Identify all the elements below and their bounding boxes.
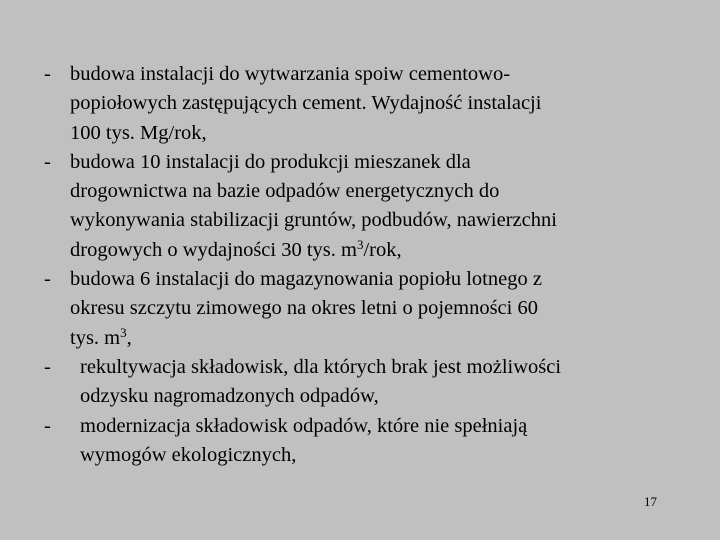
bullet-dash: - — [44, 355, 51, 378]
text-line: budowa 6 instalacji do magazynowania popiołu lotnego z — [70, 268, 542, 291]
text-line: rekultywacja składowisk, dla których brak jest możliwości — [80, 355, 562, 378]
list-item — [44, 412, 684, 471]
text-line — [70, 324, 684, 353]
text-line: wymogów ekologicznych, — [80, 443, 297, 466]
bullet-dash: - — [44, 63, 51, 85]
bullet-text — [44, 60, 684, 148]
text-line: okresu szczytu zimowego na okres letni o pojemności 60 — [70, 297, 538, 320]
text-run: tys. m — [70, 326, 121, 349]
bullet-dash: - — [44, 268, 51, 291]
text-run: , — [126, 326, 132, 349]
list-item — [44, 148, 684, 265]
text-line: budowa instalacji do wytwarzania spoiw cementowo- — [70, 63, 511, 85]
text-run: /rok, — [363, 238, 402, 261]
text-run: drogowych o wydajności 30 tys. m — [70, 238, 357, 261]
bullet-text — [44, 265, 684, 353]
text-line — [70, 236, 684, 265]
text-line: drogownictwa na bazie odpadów energetycznych do — [70, 180, 500, 203]
bullet-text — [44, 412, 684, 471]
text-line: wykonywania stabilizacji gruntów, podbudów, nawierzchni — [70, 209, 557, 232]
text-line: odzysku nagromadzonych odpadów, — [80, 385, 379, 408]
bullet-dash: - — [44, 150, 51, 173]
superscript: 3 — [120, 324, 127, 340]
text-line: 100 tys. Mg/rok, — [70, 121, 207, 144]
bullet-list — [44, 60, 684, 470]
text-line: budowa 10 instalacji do produkcji mieszanek dla — [70, 150, 471, 173]
superscript: 3 — [356, 236, 364, 252]
text-line: popiołowych zastępujących cement. Wydajność instalacji — [70, 92, 542, 115]
text-line: modernizacja składowisk odpadów, które nie spełniają — [80, 414, 528, 437]
list-item — [44, 60, 684, 148]
bullet-dash: - — [44, 414, 51, 437]
list-item — [44, 353, 684, 412]
list-item — [44, 265, 684, 353]
page-number: 17 — [644, 494, 657, 509]
bullet-text — [44, 353, 684, 412]
bullet-text — [44, 148, 684, 265]
